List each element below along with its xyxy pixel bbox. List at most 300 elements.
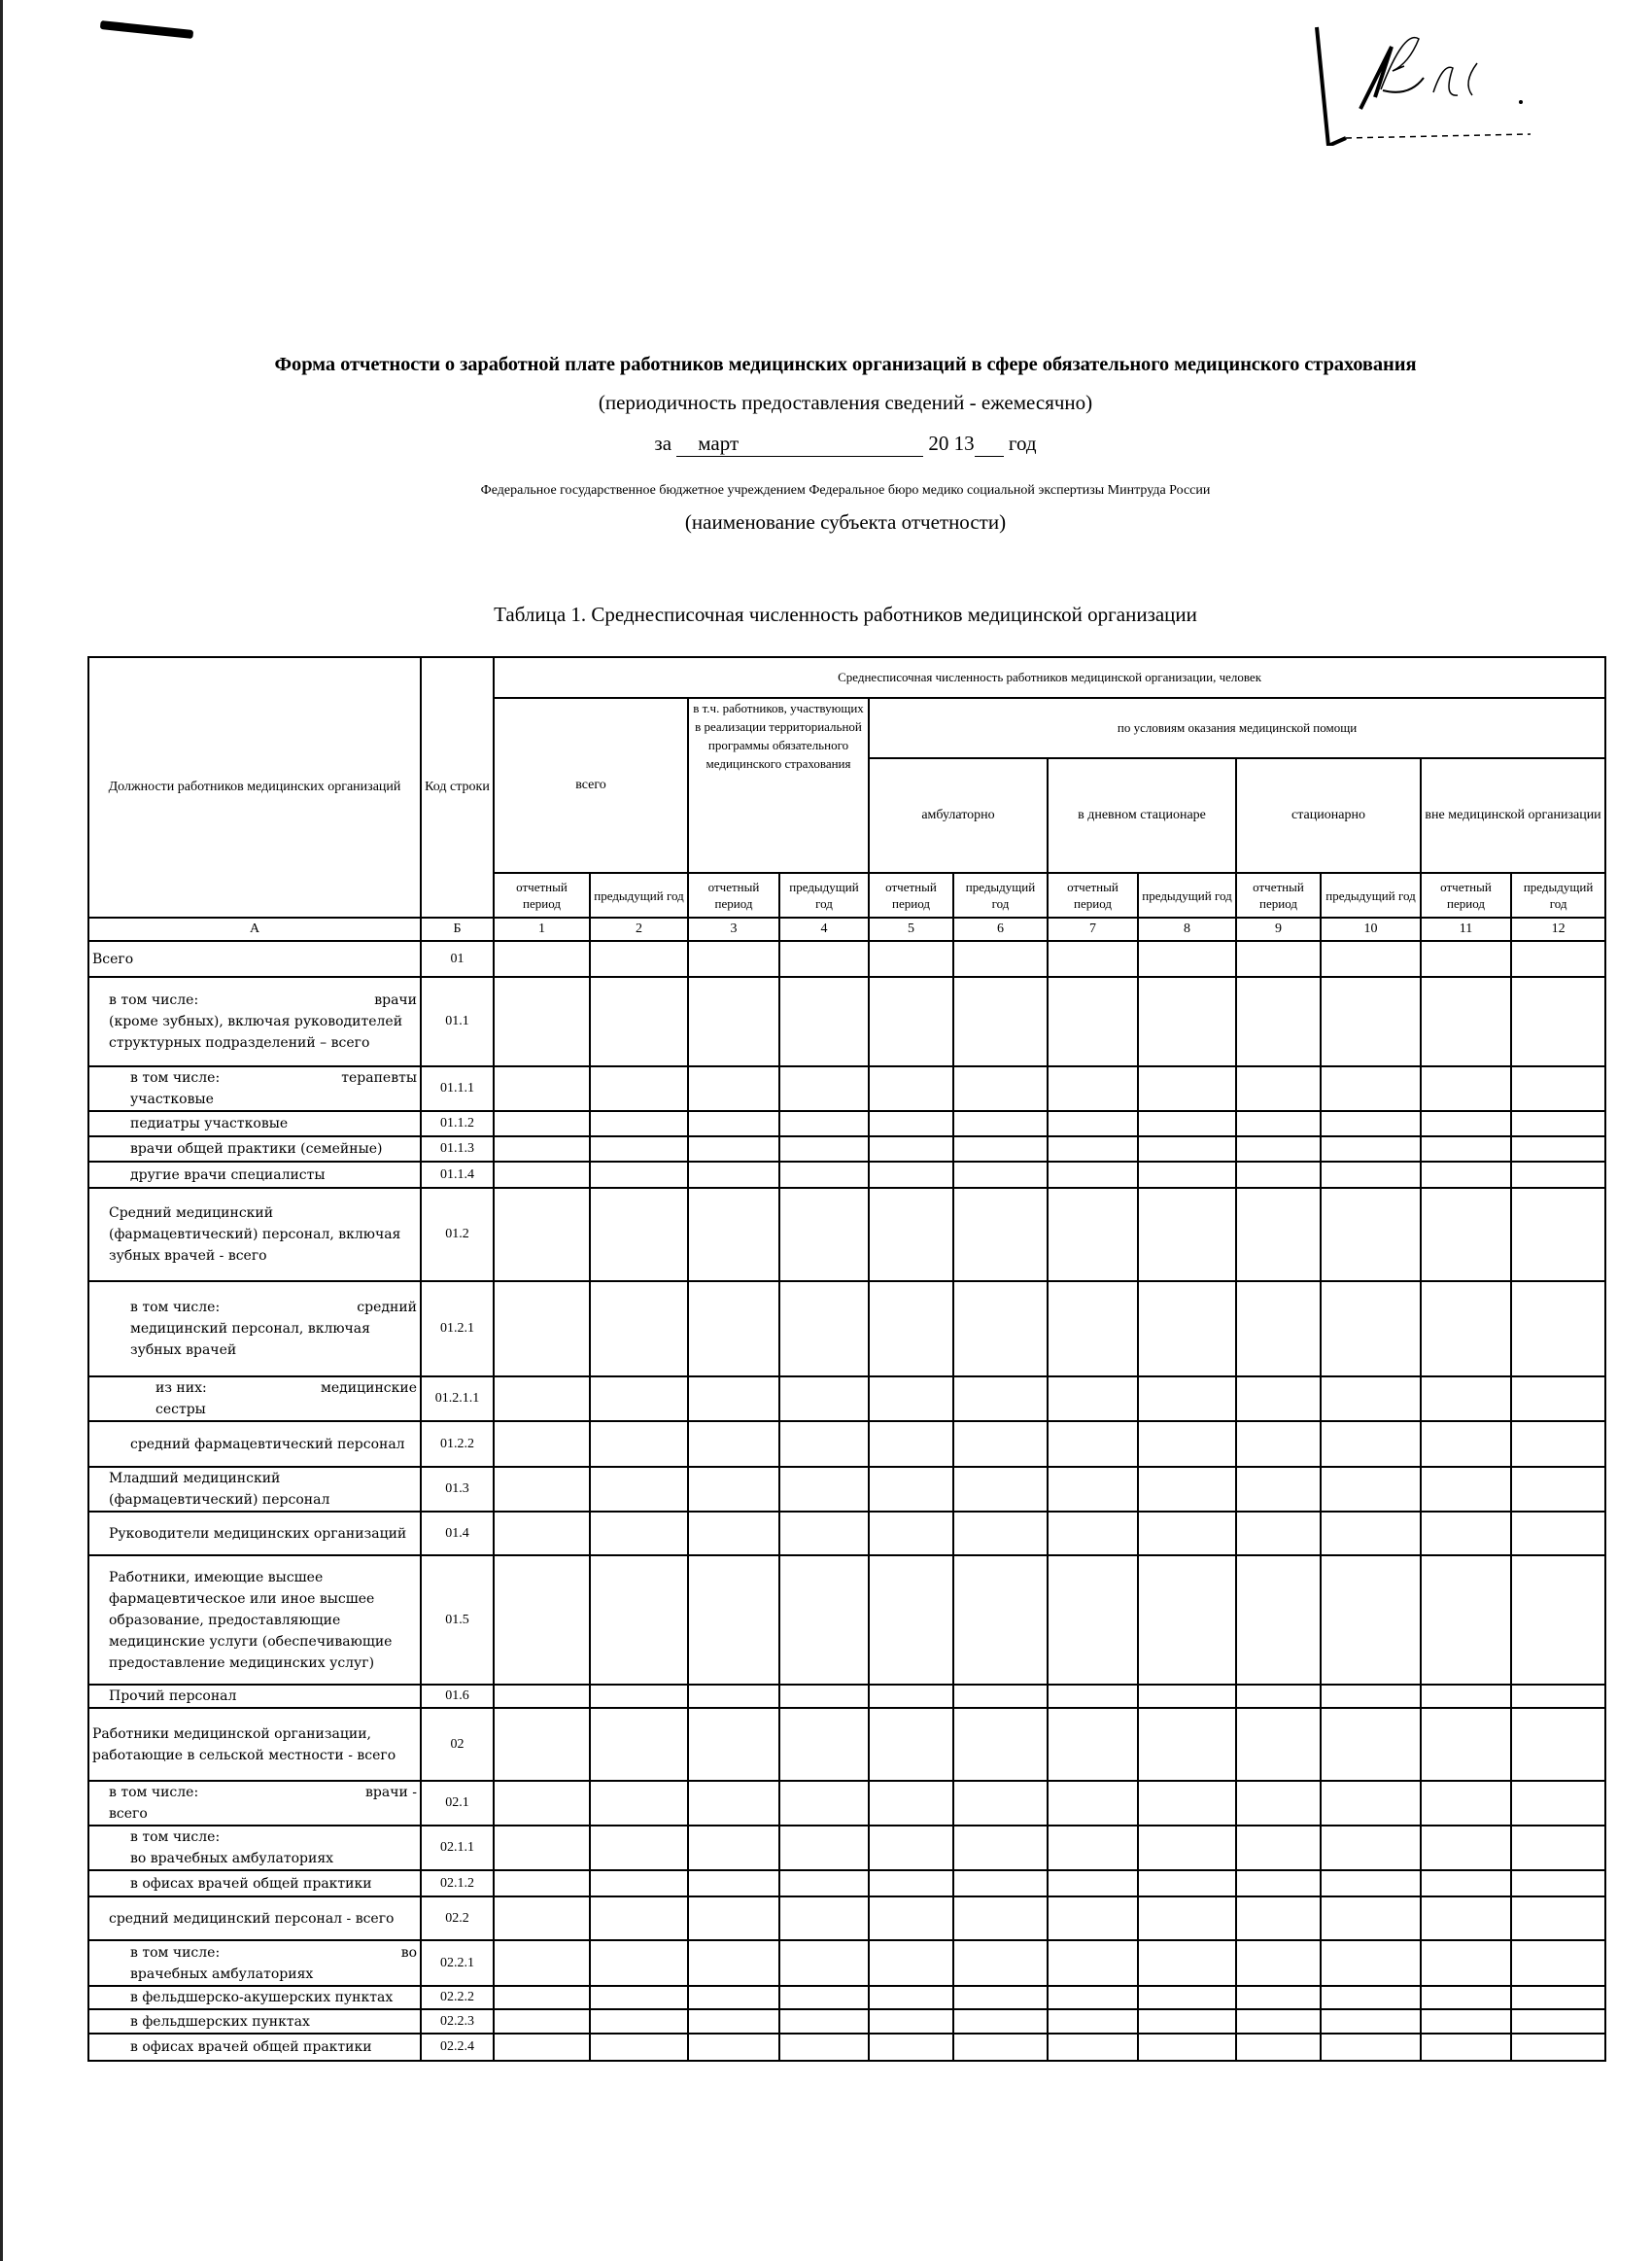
value-cell-col-3[interactable]: [688, 1685, 779, 1708]
value-cell-col-3[interactable]: [688, 1421, 779, 1467]
value-cell-col-11[interactable]: [1421, 1467, 1511, 1512]
value-cell-col-10[interactable]: [1321, 1136, 1421, 1162]
value-cell-col-7[interactable]: [1048, 1781, 1138, 1826]
header-position: Должности работников медицинских организаций: [88, 657, 421, 918]
value-cell-col-1[interactable]: [494, 941, 590, 977]
value-cell-col-12[interactable]: [1511, 1896, 1605, 1940]
value-cell-col-7[interactable]: [1048, 1940, 1138, 1986]
value-cell-col-12[interactable]: [1511, 1940, 1605, 1986]
value-cell-col-2[interactable]: [590, 1685, 688, 1708]
value-cell-col-4[interactable]: [779, 1281, 869, 1376]
table-row: [88, 1281, 1605, 1376]
value-cell-col-2[interactable]: [590, 1376, 688, 1421]
value-cell-col-5[interactable]: [869, 1467, 953, 1512]
value-cell-col-3[interactable]: [688, 1870, 779, 1896]
value-cell-col-9[interactable]: [1236, 1826, 1321, 1870]
value-cell-col-12[interactable]: [1511, 1136, 1605, 1162]
value-cell-col-10[interactable]: [1321, 2009, 1421, 2034]
value-cell-col-8[interactable]: [1138, 1188, 1236, 1281]
row-label-lead: [130, 1067, 417, 1089]
value-cell-col-11[interactable]: [1421, 1870, 1511, 1896]
value-cell-col-11[interactable]: [1421, 941, 1511, 977]
value-cell-col-4[interactable]: [779, 1555, 869, 1685]
value-cell-col-4[interactable]: [779, 1421, 869, 1467]
value-cell-col-8[interactable]: [1138, 1708, 1236, 1781]
value-cell-col-2[interactable]: [590, 1162, 688, 1188]
value-cell-col-10[interactable]: [1321, 1708, 1421, 1781]
value-cell-col-6[interactable]: [953, 1188, 1048, 1281]
row-label-lead: [155, 1377, 417, 1399]
value-cell-col-6[interactable]: [953, 1685, 1048, 1708]
value-cell-col-5[interactable]: [869, 1162, 953, 1188]
value-cell-col-7[interactable]: [1048, 1467, 1138, 1512]
value-cell-col-8[interactable]: [1138, 1826, 1236, 1870]
value-cell-col-10[interactable]: [1321, 1066, 1421, 1111]
value-cell-col-10[interactable]: [1321, 1940, 1421, 1986]
value-cell-col-9[interactable]: [1236, 2009, 1321, 2034]
value-cell-col-1[interactable]: [494, 1555, 590, 1685]
value-cell-col-6[interactable]: [953, 1708, 1048, 1781]
value-cell-col-9[interactable]: [1236, 1281, 1321, 1376]
value-cell-col-6[interactable]: [953, 1870, 1048, 1896]
value-cell-col-6[interactable]: [953, 977, 1048, 1066]
value-cell-col-9[interactable]: [1236, 1421, 1321, 1467]
value-cell-col-12[interactable]: [1511, 2009, 1605, 2034]
value-cell-col-10[interactable]: [1321, 1685, 1421, 1708]
value-cell-col-6[interactable]: [953, 1281, 1048, 1376]
value-cell-col-7[interactable]: [1048, 1136, 1138, 1162]
value-cell-col-6[interactable]: [953, 1376, 1048, 1421]
value-cell-col-10[interactable]: [1321, 1986, 1421, 2009]
value-cell-col-2[interactable]: [590, 1555, 688, 1685]
value-cell-col-2[interactable]: [590, 1986, 688, 2009]
value-cell-col-7[interactable]: [1048, 1896, 1138, 1940]
value-cell-col-1[interactable]: [494, 1281, 590, 1376]
value-cell-col-1[interactable]: [494, 1376, 590, 1421]
value-cell-col-6[interactable]: [953, 1162, 1048, 1188]
value-cell-col-6[interactable]: [953, 1136, 1048, 1162]
value-cell-col-11[interactable]: [1421, 1896, 1511, 1940]
table-row: [88, 1685, 1605, 1708]
value-cell-col-4[interactable]: [779, 1940, 869, 1986]
value-cell-col-5[interactable]: [869, 1986, 953, 2009]
value-cell-col-3[interactable]: [688, 1512, 779, 1555]
value-cell-col-12[interactable]: [1511, 1376, 1605, 1421]
value-cell-col-3[interactable]: [688, 1986, 779, 2009]
value-cell-col-6[interactable]: [953, 2034, 1048, 2061]
value-cell-col-12[interactable]: [1511, 1685, 1605, 1708]
value-cell-col-1[interactable]: [494, 1685, 590, 1708]
value-cell-col-2[interactable]: [590, 1870, 688, 1896]
value-cell-col-3[interactable]: [688, 1111, 779, 1136]
value-cell-col-11[interactable]: [1421, 1066, 1511, 1111]
value-cell-col-7[interactable]: [1048, 2034, 1138, 2061]
value-cell-col-8[interactable]: [1138, 1870, 1236, 1896]
value-cell-col-1[interactable]: [494, 1136, 590, 1162]
value-cell-col-9[interactable]: [1236, 1555, 1321, 1685]
colnum-a: А: [88, 918, 421, 941]
value-cell-col-3[interactable]: [688, 2034, 779, 2061]
value-cell-col-9[interactable]: [1236, 1870, 1321, 1896]
value-cell-col-2[interactable]: [590, 1826, 688, 1870]
value-cell-col-8[interactable]: [1138, 1136, 1236, 1162]
value-cell-col-3[interactable]: [688, 1826, 779, 1870]
value-cell-col-2[interactable]: [590, 1896, 688, 1940]
value-cell-col-1[interactable]: [494, 1066, 590, 1111]
value-cell-col-8[interactable]: [1138, 1986, 1236, 2009]
value-cell-col-7[interactable]: [1048, 1512, 1138, 1555]
value-cell-col-10[interactable]: [1321, 1421, 1421, 1467]
value-cell-col-7[interactable]: [1048, 1421, 1138, 1467]
value-cell-col-1[interactable]: [494, 1826, 590, 1870]
period-suffix: год: [1008, 432, 1037, 455]
value-cell-col-4[interactable]: [779, 1826, 869, 1870]
value-cell-col-11[interactable]: [1421, 2034, 1511, 2061]
value-cell-col-4[interactable]: [779, 1781, 869, 1826]
value-cell-col-1[interactable]: [494, 1111, 590, 1136]
value-cell-col-6[interactable]: [953, 1421, 1048, 1467]
value-cell-col-11[interactable]: [1421, 1111, 1511, 1136]
column-number-row: [88, 918, 1605, 941]
value-cell-col-2[interactable]: [590, 1940, 688, 1986]
value-cell-col-8[interactable]: [1138, 1555, 1236, 1685]
value-cell-col-5[interactable]: [869, 1870, 953, 1896]
period-prefix: за: [654, 432, 672, 455]
value-cell-col-7[interactable]: [1048, 1066, 1138, 1111]
value-cell-col-9[interactable]: [1236, 1467, 1321, 1512]
value-cell-col-11[interactable]: [1421, 1685, 1511, 1708]
value-cell-col-4[interactable]: [779, 1136, 869, 1162]
value-cell-col-2[interactable]: [590, 941, 688, 977]
value-cell-col-6[interactable]: [953, 1111, 1048, 1136]
row-code: 01.2.1.1: [421, 1376, 494, 1421]
value-cell-col-8[interactable]: [1138, 1781, 1236, 1826]
value-cell-col-2[interactable]: [590, 1467, 688, 1512]
value-cell-col-9[interactable]: [1236, 977, 1321, 1066]
value-cell-col-4[interactable]: [779, 2009, 869, 2034]
row-code: 01.3: [421, 1467, 494, 1512]
value-cell-col-11[interactable]: [1421, 1708, 1511, 1781]
value-cell-col-3[interactable]: [688, 1467, 779, 1512]
value-cell-col-1[interactable]: [494, 1421, 590, 1467]
value-cell-col-4[interactable]: [779, 977, 869, 1066]
value-cell-col-10[interactable]: [1321, 1555, 1421, 1685]
row-label-text: врачи общей практики (семейные): [130, 1141, 383, 1157]
value-cell-col-5[interactable]: [869, 1708, 953, 1781]
value-cell-col-4[interactable]: [779, 941, 869, 977]
value-cell-col-1[interactable]: [494, 1781, 590, 1826]
value-cell-col-9[interactable]: [1236, 1685, 1321, 1708]
value-cell-col-4[interactable]: [779, 1066, 869, 1111]
value-cell-col-4[interactable]: [779, 1870, 869, 1896]
value-cell-col-8[interactable]: [1138, 1896, 1236, 1940]
value-cell-col-11[interactable]: [1421, 1421, 1511, 1467]
value-cell-col-2[interactable]: [590, 977, 688, 1066]
value-cell-col-7[interactable]: [1048, 1685, 1138, 1708]
value-cell-col-1[interactable]: [494, 1188, 590, 1281]
row-label-text: Младший медицинский (фармацевтический) персонал: [109, 1471, 330, 1508]
value-cell-col-6[interactable]: [953, 1896, 1048, 1940]
value-cell-col-6[interactable]: [953, 1555, 1048, 1685]
value-cell-col-12[interactable]: [1511, 1111, 1605, 1136]
row-label: [88, 1512, 421, 1555]
value-cell-col-2[interactable]: [590, 1512, 688, 1555]
value-cell-col-4[interactable]: [779, 1467, 869, 1512]
value-cell-col-7[interactable]: [1048, 1188, 1138, 1281]
value-cell-col-8[interactable]: [1138, 1162, 1236, 1188]
value-cell-col-2[interactable]: [590, 1421, 688, 1467]
value-cell-col-6[interactable]: [953, 1986, 1048, 2009]
sub-prev-12: предыдущий год: [1511, 873, 1605, 918]
value-cell-col-12[interactable]: [1511, 1281, 1605, 1376]
value-cell-col-9[interactable]: [1236, 1512, 1321, 1555]
value-cell-col-8[interactable]: [1138, 1940, 1236, 1986]
value-cell-col-5[interactable]: [869, 1555, 953, 1685]
value-cell-col-3[interactable]: [688, 1188, 779, 1281]
value-cell-col-5[interactable]: [869, 2034, 953, 2061]
value-cell-col-1[interactable]: [494, 1986, 590, 2009]
value-cell-col-1[interactable]: [494, 1467, 590, 1512]
value-cell-col-5[interactable]: [869, 1826, 953, 1870]
value-cell-col-7[interactable]: [1048, 1111, 1138, 1136]
value-cell-col-10[interactable]: [1321, 1896, 1421, 1940]
value-cell-col-7[interactable]: [1048, 1376, 1138, 1421]
value-cell-col-5[interactable]: [869, 1685, 953, 1708]
value-cell-col-4[interactable]: [779, 1162, 869, 1188]
value-cell-col-8[interactable]: [1138, 977, 1236, 1066]
value-cell-col-8[interactable]: [1138, 1281, 1236, 1376]
value-cell-col-3[interactable]: [688, 1896, 779, 1940]
value-cell-col-10[interactable]: [1321, 1111, 1421, 1136]
value-cell-col-1[interactable]: [494, 1870, 590, 1896]
value-cell-col-12[interactable]: [1511, 1555, 1605, 1685]
value-cell-col-5[interactable]: [869, 2009, 953, 2034]
value-cell-col-3[interactable]: [688, 977, 779, 1066]
value-cell-col-9[interactable]: [1236, 1986, 1321, 2009]
value-cell-col-7[interactable]: [1048, 1162, 1138, 1188]
value-cell-col-11[interactable]: [1421, 1281, 1511, 1376]
value-cell-col-4[interactable]: [779, 1685, 869, 1708]
value-cell-col-7[interactable]: [1048, 1555, 1138, 1685]
value-cell-col-12[interactable]: [1511, 1467, 1605, 1512]
value-cell-col-6[interactable]: [953, 941, 1048, 977]
value-cell-col-12[interactable]: [1511, 1421, 1605, 1467]
value-cell-col-9[interactable]: [1236, 1162, 1321, 1188]
value-cell-col-6[interactable]: [953, 1467, 1048, 1512]
value-cell-col-10[interactable]: [1321, 1467, 1421, 1512]
value-cell-col-8[interactable]: [1138, 1512, 1236, 1555]
value-cell-col-3[interactable]: [688, 1708, 779, 1781]
value-cell-col-4[interactable]: [779, 1986, 869, 2009]
value-cell-col-7[interactable]: [1048, 1281, 1138, 1376]
value-cell-col-6[interactable]: [953, 1826, 1048, 1870]
value-cell-col-2[interactable]: [590, 2009, 688, 2034]
value-cell-col-4[interactable]: [779, 1896, 869, 1940]
value-cell-col-11[interactable]: [1421, 1376, 1511, 1421]
value-cell-col-3[interactable]: [688, 1555, 779, 1685]
value-cell-col-1[interactable]: [494, 1708, 590, 1781]
value-cell-col-3[interactable]: [688, 1281, 779, 1376]
value-cell-col-10[interactable]: [1321, 1162, 1421, 1188]
value-cell-col-11[interactable]: [1421, 1940, 1511, 1986]
value-cell-col-6[interactable]: [953, 1512, 1048, 1555]
value-cell-col-4[interactable]: [779, 1512, 869, 1555]
value-cell-col-5[interactable]: [869, 1188, 953, 1281]
row-label-text: Средний медицинский (фармацевтический) персонал, включая зубных врачей - всего: [109, 1205, 401, 1264]
value-cell-col-11[interactable]: [1421, 1512, 1511, 1555]
value-cell-col-7[interactable]: [1048, 2009, 1138, 2034]
value-cell-col-3[interactable]: [688, 941, 779, 977]
value-cell-col-7[interactable]: [1048, 1870, 1138, 1896]
value-cell-col-9[interactable]: [1236, 1188, 1321, 1281]
row-label-lead: [130, 1942, 417, 1964]
value-cell-col-3[interactable]: [688, 1066, 779, 1111]
value-cell-col-2[interactable]: [590, 1708, 688, 1781]
value-cell-col-8[interactable]: [1138, 941, 1236, 977]
value-cell-col-12[interactable]: [1511, 1512, 1605, 1555]
value-cell-col-5[interactable]: [869, 1940, 953, 1986]
value-cell-col-6[interactable]: [953, 1781, 1048, 1826]
value-cell-col-10[interactable]: [1321, 1870, 1421, 1896]
value-cell-col-10[interactable]: [1321, 1826, 1421, 1870]
value-cell-col-8[interactable]: [1138, 1376, 1236, 1421]
value-cell-col-10[interactable]: [1321, 2034, 1421, 2061]
value-cell-col-12[interactable]: [1511, 1162, 1605, 1188]
value-cell-col-11[interactable]: [1421, 1555, 1511, 1685]
value-cell-col-5[interactable]: [869, 941, 953, 977]
value-cell-col-10[interactable]: [1321, 1376, 1421, 1421]
value-cell-col-11[interactable]: [1421, 977, 1511, 1066]
value-cell-col-9[interactable]: [1236, 1066, 1321, 1111]
value-cell-col-9[interactable]: [1236, 2034, 1321, 2061]
value-cell-col-5[interactable]: [869, 1136, 953, 1162]
value-cell-col-5[interactable]: [869, 1376, 953, 1421]
value-cell-col-2[interactable]: [590, 1281, 688, 1376]
value-cell-col-10[interactable]: [1321, 1188, 1421, 1281]
value-cell-col-11[interactable]: [1421, 1136, 1511, 1162]
value-cell-col-8[interactable]: [1138, 1111, 1236, 1136]
row-code: 02.2.2: [421, 1986, 494, 2009]
value-cell-col-3[interactable]: [688, 1376, 779, 1421]
value-cell-col-3[interactable]: [688, 1136, 779, 1162]
value-cell-col-9[interactable]: [1236, 941, 1321, 977]
header-by-conditions: по условиям оказания медицинской помощи: [869, 698, 1605, 758]
value-cell-col-1[interactable]: [494, 1896, 590, 1940]
value-cell-col-3[interactable]: [688, 1162, 779, 1188]
value-cell-col-2[interactable]: [590, 1136, 688, 1162]
row-label: [88, 1826, 421, 1870]
value-cell-col-11[interactable]: [1421, 2009, 1511, 2034]
value-cell-col-7[interactable]: [1048, 977, 1138, 1066]
value-cell-col-12[interactable]: [1511, 1826, 1605, 1870]
colnum-9: 9: [1236, 918, 1321, 941]
value-cell-col-5[interactable]: [869, 1421, 953, 1467]
value-cell-col-5[interactable]: [869, 1781, 953, 1826]
value-cell-col-8[interactable]: [1138, 2009, 1236, 2034]
value-cell-col-5[interactable]: [869, 1281, 953, 1376]
value-cell-col-12[interactable]: [1511, 1066, 1605, 1111]
value-cell-col-10[interactable]: [1321, 977, 1421, 1066]
value-cell-col-8[interactable]: [1138, 1467, 1236, 1512]
value-cell-col-3[interactable]: [688, 1940, 779, 1986]
value-cell-col-9[interactable]: [1236, 1376, 1321, 1421]
value-cell-col-2[interactable]: [590, 1066, 688, 1111]
value-cell-col-4[interactable]: [779, 1111, 869, 1136]
value-cell-col-2[interactable]: [590, 1781, 688, 1826]
value-cell-col-10[interactable]: [1321, 1512, 1421, 1555]
value-cell-col-12[interactable]: [1511, 1986, 1605, 2009]
value-cell-col-9[interactable]: [1236, 1781, 1321, 1826]
value-cell-col-10[interactable]: [1321, 1281, 1421, 1376]
value-cell-col-1[interactable]: [494, 2034, 590, 2061]
row-label-text: всего: [109, 1806, 148, 1822]
value-cell-col-2[interactable]: [590, 1188, 688, 1281]
value-cell-col-5[interactable]: [869, 1111, 953, 1136]
value-cell-col-10[interactable]: [1321, 941, 1421, 977]
row-code: 02.2.4: [421, 2034, 494, 2061]
value-cell-col-1[interactable]: [494, 2009, 590, 2034]
value-cell-col-12[interactable]: [1511, 941, 1605, 977]
value-cell-col-11[interactable]: [1421, 1162, 1511, 1188]
value-cell-col-9[interactable]: [1236, 1896, 1321, 1940]
value-cell-col-12[interactable]: [1511, 1188, 1605, 1281]
value-cell-col-12[interactable]: [1511, 977, 1605, 1066]
value-cell-col-11[interactable]: [1421, 1781, 1511, 1826]
value-cell-col-4[interactable]: [779, 1376, 869, 1421]
row-label: [88, 1188, 421, 1281]
value-cell-col-8[interactable]: [1138, 1066, 1236, 1111]
value-cell-col-11[interactable]: [1421, 1986, 1511, 2009]
value-cell-col-5[interactable]: [869, 977, 953, 1066]
value-cell-col-9[interactable]: [1236, 1708, 1321, 1781]
value-cell-col-6[interactable]: [953, 1940, 1048, 1986]
value-cell-col-8[interactable]: [1138, 1685, 1236, 1708]
value-cell-col-5[interactable]: [869, 1512, 953, 1555]
value-cell-col-9[interactable]: [1236, 1136, 1321, 1162]
value-cell-col-12[interactable]: [1511, 1708, 1605, 1781]
value-cell-col-6[interactable]: [953, 1066, 1048, 1111]
value-cell-col-12[interactable]: [1511, 1870, 1605, 1896]
value-cell-col-11[interactable]: [1421, 1188, 1511, 1281]
value-cell-col-1[interactable]: [494, 1940, 590, 1986]
value-cell-col-2[interactable]: [590, 1111, 688, 1136]
value-cell-col-5[interactable]: [869, 1896, 953, 1940]
value-cell-col-7[interactable]: [1048, 1986, 1138, 2009]
value-cell-col-7[interactable]: [1048, 1708, 1138, 1781]
value-cell-col-7[interactable]: [1048, 1826, 1138, 1870]
value-cell-col-4[interactable]: [779, 1188, 869, 1281]
value-cell-col-1[interactable]: [494, 1512, 590, 1555]
value-cell-col-6[interactable]: [953, 2009, 1048, 2034]
value-cell-col-3[interactable]: [688, 1781, 779, 1826]
value-cell-col-11[interactable]: [1421, 1826, 1511, 1870]
value-cell-col-2[interactable]: [590, 2034, 688, 2061]
value-cell-col-7[interactable]: [1048, 941, 1138, 977]
value-cell-col-12[interactable]: [1511, 2034, 1605, 2061]
value-cell-col-8[interactable]: [1138, 1421, 1236, 1467]
value-cell-col-5[interactable]: [869, 1066, 953, 1111]
value-cell-col-4[interactable]: [779, 2034, 869, 2061]
value-cell-col-1[interactable]: [494, 977, 590, 1066]
value-cell-col-10[interactable]: [1321, 1781, 1421, 1826]
value-cell-col-8[interactable]: [1138, 2034, 1236, 2061]
value-cell-col-9[interactable]: [1236, 1111, 1321, 1136]
value-cell-col-1[interactable]: [494, 1162, 590, 1188]
value-cell-col-4[interactable]: [779, 1708, 869, 1781]
value-cell-col-12[interactable]: [1511, 1781, 1605, 1826]
value-cell-col-9[interactable]: [1236, 1940, 1321, 1986]
value-cell-col-3[interactable]: [688, 2009, 779, 2034]
